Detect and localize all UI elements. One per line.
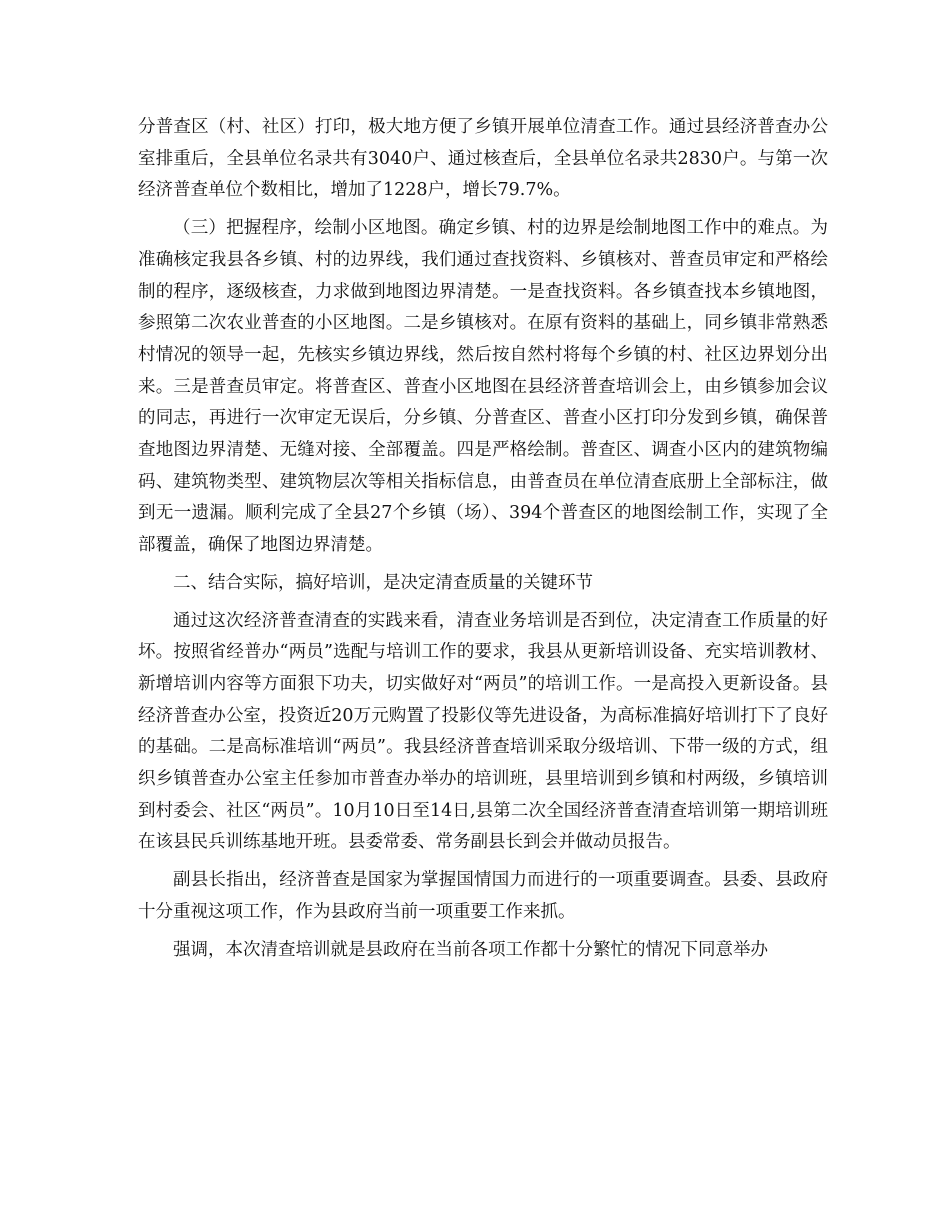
paragraph-1: 分普查区（村、社区）打印，极大地方便了乡镇开展单位清查工作。通过县经济普查办公室排重后，全县单位名录共有3040户、通过核查后，全县单位名录共2830户。与第一次经济普查单位个数相比，增加了1228户，增长79.7%。: [138, 117, 828, 201]
section-heading: 二、结合实际，搞好培训，是决定清查质量的关键环节: [173, 572, 593, 593]
paragraph-4: 通过这次经济普查清查的实践来看，清查业务培训是否到位，决定清查工作质量的好坏。按照省经普办“两员”选配与培训工作的要求，我县从更新培训设备、充实培训教材、新增培训内容等方面狠下功夫，切实做好对“两员”的培训工作。一是高投入更新设备。县经济普查办公室，投资近20万元购置了投影仪等先进设备，为高标准搞好培训打下了良好的基础。二是高标准培训“两员”。我县经济普查培训采取分级培训、下带一级的方式，组织乡镇普查办公室主任参加市普查办举办的培训班，县里培训到乡镇和村两级，乡镇培训到村委会、社区“两员”。10月10日至14日,县第二次全国经济普查清查培训第一期培训班在该县民兵训练基地开班。县委常委、常务副县长到会并做动员报告。: [138, 610, 828, 853]
document-body: [138, 112, 828, 972]
paragraph-2: （三）把握程序，绘制小区地图。确定乡镇、村的边界是绘制地图工作中的难点。为准确核定我县各乡镇、村的边界线，我们通过查找资料、乡镇核对、普查员审定和严格绘制的程序，逐级核查，力求做到地图边界清楚。一是查找资料。各乡镇查找本乡镇地图，参照第二次农业普查的小区地图。二是乡镇核对。在原有资料的基础上，同乡镇非常熟悉村情况的领导一起，先核实乡镇边界线，然后按自然村将每个乡镇的村、社区边界划分出来。三是普查员审定。将普查区、普查小区地图在县经济普查培训会上，由乡镇参加会议的同志，再进行一次审定无误后，分乡镇、分普查区、普查小区打印分发到乡镇，确保普查地图边界清楚、无缝对接、全部覆盖。四是严格绘制。普查区、调查小区内的建筑物编码、建筑物类型、建筑物层次等相关指标信息，由普查员在单位清查底册上全部标注，做到无一遗漏。顺利完成了全县27个乡镇（场）、394个普查区的地图绘制工作，实现了全部覆盖，确保了地图边界清楚。: [138, 218, 828, 556]
paragraph-6: 强调，本次清查培训就是县政府在当前各项工作都十分繁忙的情况下同意举办: [173, 939, 768, 960]
paragraph-5: 副县长指出，经济普查是国家为掌握国情国力而进行的一项重要调查。县委、县政府十分重视这项工作，作为县政府当前一项重要工作来抓。: [138, 870, 828, 922]
